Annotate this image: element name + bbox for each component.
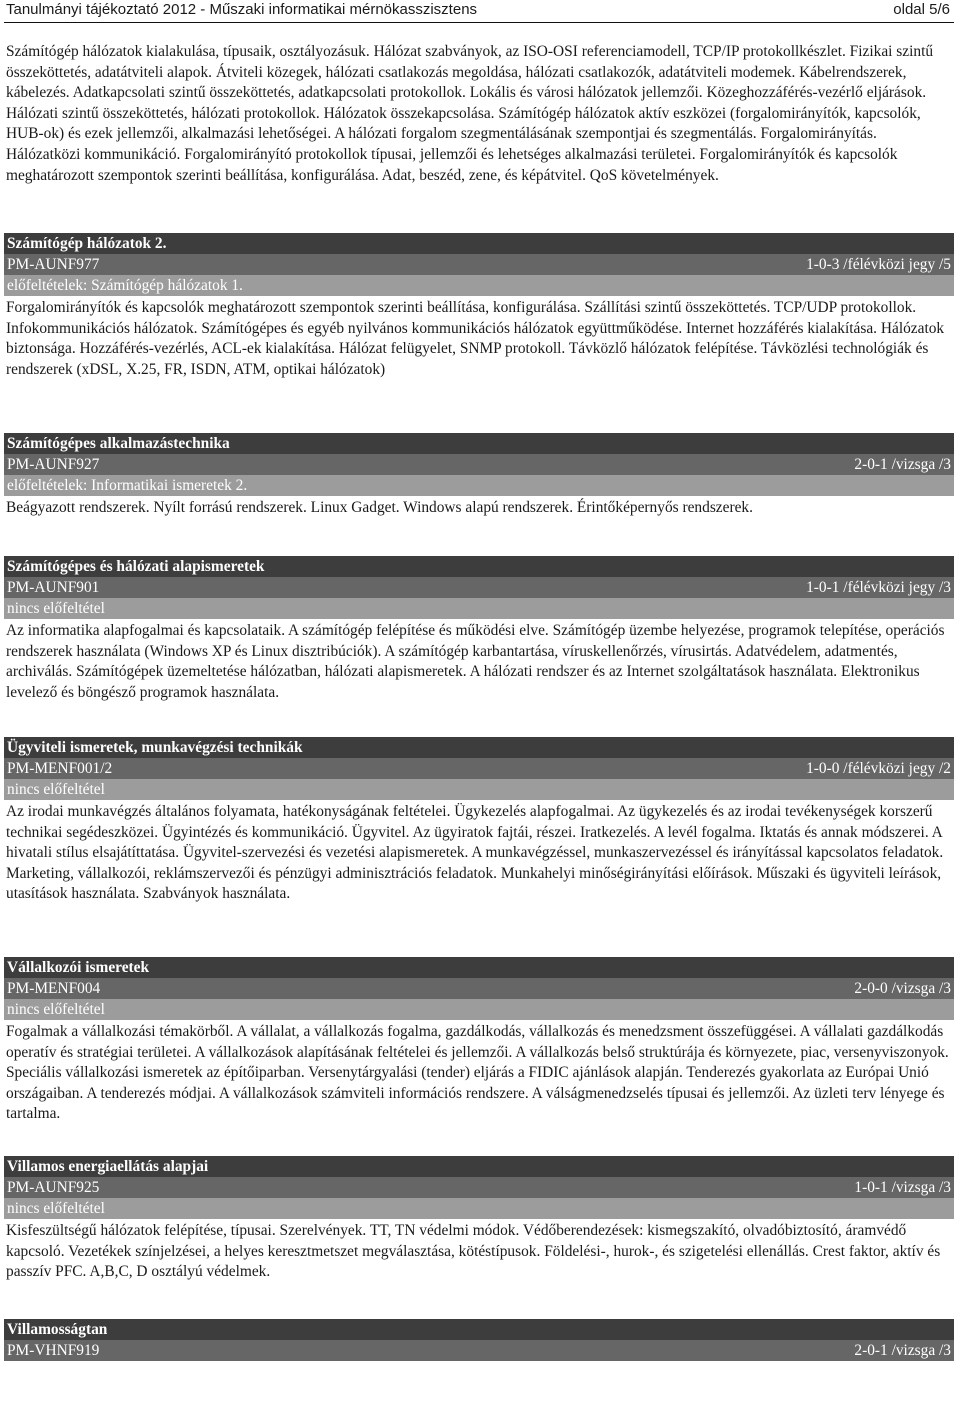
course-description: Az informatika alapfogalmai és kapcsolataik. A számítógép felépítése és működési elve. Számítógép üzembe helyezése, programok telepítése, operációs rendszerek használata (Windows XP és Linux disztribúciók). A számítógép karbantartása, víruskellenőrzés, vírusirtás. Adatvédelem, adatmentés, archiválás. Számítógépek üzemeltetése hálózatban, hálózati alapismeretek. A hálózati rendszer és az Internet szolgáltatások használata. Elektronikus levelező és böngésző programok használata. xyxy=(6,622,945,701)
course-code: PM-MENF004 xyxy=(7,980,101,997)
course-description: Fogalmak a vállalkozási témakörből. A vállalat, a vállalkozás fogalma, gazdálkodás, vállalkozás és menedzsment összefüggései. A vállalati gazdálkodás operatív és stratégiai területei. A vállalkozások alapításának feltételei és jellemzői. A vállalkozás belső struktúrája és környezete, piac, versenyviszonyok. Speciális vállalkozási ismeretek az építőiparban. Versenytárgyalási (tender) eljárás a FIDIC ajánlások alapján. Tenderezés gyakorlata az Európai Unió országaiban. A tenderezés módjai. A vállalkozások számviteli információs rendszere. A válságmenedzselés típusai és jellemzői. Az üzleti terv lényege és tartalma. xyxy=(6,1023,949,1123)
course-code: PM-AUNF901 xyxy=(7,579,100,596)
course-code: PM-AUNF925 xyxy=(7,1179,100,1196)
course-block xyxy=(4,433,954,519)
course-code-row xyxy=(4,1340,954,1361)
course-name: Számítógépes alkalmazástechnika xyxy=(4,433,954,454)
course-block xyxy=(4,957,954,1125)
page-number: oldal 5/6 xyxy=(893,1,950,18)
course-code-row xyxy=(4,454,954,475)
course-prerequisite: előfeltételek: Számítógép hálózatok 1. xyxy=(4,275,954,296)
course-name: Számítógép hálózatok 2. xyxy=(4,233,954,254)
course-credits: 2-0-1 /vizsga /3 xyxy=(854,456,951,473)
course-code: PM-AUNF977 xyxy=(7,256,100,273)
course-description: Az irodai munkavégzés általános folyamata, hatékonyságának feltételei. Ügykezelés alapfogalmai. Az ügykezelés és az irodai tevékenységek korszerű technikai segédeszközei. Ügyintézés és kommunikáció. Ügyvitel. Az ügyiratok fajtái, részei. Iratkezelés. A levél fogalma. Iktatás és annak módszerei. A hivatali stílus elsajátíttatása. Ügyvitel-szervezési és vezetési alapismeretek. A munkavégzéssel, munkaszervezéssel és irányítással kapcsolatos feladatok. Marketing, vállalkozói, reklámszervezői és pénzügyi adminisztrációs feladatok. Munkahelyi minőségirányítási előírások. Műszaki és ügyviteli leírások, utasítások használata. Szabványok használata. xyxy=(6,803,944,903)
course-description: Forgalomirányítók és kapcsolók meghatározott szempontok szerinti beállítása, konfigurálása. Szállítási szintű összeköttetés. TCP/UDP protokollok. Infokommunikációs hálózatok. Számítógépes és egyéb nyilvános kommunikációs hálózatok együttműködése. Internet hozzáférés kialakítása. Hálózatok biztonsága. Hozzáférés-vezérlés, ACL-ek kialakítása. Hálózat felügyelet, SNMP protokoll. Távközlő hálózatok felépítése. Távközlési technológiák és rendszerek (xDSL, X.25, FR, ISDN, ATM, optikai hálózatok) xyxy=(6,299,945,378)
course-description: Kisfeszültségű hálózatok felépítése, típusai. Szerelvények. TT, TN védelmi módok. Védőberendezések: kismegszakító, olvadóbiztosító, áramvédő kapcsoló. Vezetékek színjelzései, a helyes keresztmetszet megválasztása, kötéstípusok. Földelési-, hurok-, és szigetelési ellenállás. Crest faktor, aktív és passzív PFC. A,B,C, D osztályú védelmek. xyxy=(6,1222,941,1281)
course-code-row xyxy=(4,978,954,999)
course-prerequisite: nincs előfeltétel xyxy=(4,1198,954,1219)
course-block xyxy=(4,1156,954,1283)
course-name: Villamos energiaellátás alapjai xyxy=(4,1156,954,1177)
course-block xyxy=(4,233,954,380)
course-credits: 1-0-3 /félévközi jegy /5 xyxy=(806,256,951,273)
intro-paragraph: Számítógép hálózatok kialakulása, típusaik, osztályozásuk. Hálózat szabványok, az ISO-OSI referenciamodell, TCP/IP protokollkészlet. Fizikai szintű összeköttetés, adatátviteli alapok. Átviteli közegek, hálózati csatlakozás megoldása, hálózati csatlakozók, adatátviteli modemek. Kábelrendszerek, kábelezés. Adatkapcsolati szintű összeköttetés, adatkapcsolati protokollok. Lokális és városi hálózatok jellemzői. Közeghozzáférés-vezérlő eljárások. Hálózati szintű összeköttetés, hálózati protokollok. Hálózatok összekapcsolása. Számítógép hálózatok aktív eszközei (forgalomirányítók, kapcsolók, HUB-ok) és ezek jellemzői, alkalmazási lehetőségei. A hálózati forgalom szegmentálásának szempontjai és szegmentálás. Forgalomirányítás. Hálózatközi kommunikáció. Forgalomirányító protokollok típusai, jellemzői és lehetséges alkalmazási területei. Forgalomirányítók és kapcsolók meghatározott szempontok szerinti beállítása, konfigurálása. Adat, beszéd, zene, és képátvitel. QoS követelmények. xyxy=(6,43,934,184)
course-name: Ügyviteli ismeretek, munkavégzési technikák xyxy=(4,737,954,758)
course-name: Vállalkozói ismeretek xyxy=(4,957,954,978)
course-credits: 2-0-0 /vizsga /3 xyxy=(854,980,951,997)
course-name: Számítógépes és hálózati alapismeretek xyxy=(4,556,954,577)
course-block xyxy=(4,1319,954,1361)
page-header xyxy=(4,0,954,23)
course-code-row xyxy=(4,254,954,275)
course-credits: 1-0-1 /félévközi jegy /3 xyxy=(806,579,951,596)
course-prerequisite: nincs előfeltétel xyxy=(4,999,954,1020)
course-prerequisite: nincs előfeltétel xyxy=(4,779,954,800)
course-code-row xyxy=(4,758,954,779)
course-code: PM-VHNF919 xyxy=(7,1342,100,1359)
course-code-row xyxy=(4,1177,954,1198)
document-title: Tanulmányi tájékoztató 2012 - Műszaki informatikai mérnökasszisztens xyxy=(6,1,478,18)
course-code: PM-MENF001/2 xyxy=(7,760,113,777)
course-prerequisite: nincs előfeltétel xyxy=(4,598,954,619)
course-prerequisite: előfeltételek: Informatikai ismeretek 2. xyxy=(4,475,954,496)
course-credits: 1-0-0 /félévközi jegy /2 xyxy=(806,760,951,777)
course-block xyxy=(4,556,954,703)
course-credits: 1-0-1 /vizsga /3 xyxy=(854,1179,951,1196)
course-code: PM-AUNF927 xyxy=(7,456,100,473)
course-name: Villamosságtan xyxy=(4,1319,954,1340)
course-credits: 2-0-1 /vizsga /3 xyxy=(854,1342,951,1359)
course-code-row xyxy=(4,577,954,598)
course-block xyxy=(4,737,954,905)
course-description: Beágyazott rendszerek. Nyílt forrású rendszerek. Linux Gadget. Windows alapú rendszerek. Érintőképernyős rendszerek. xyxy=(6,499,753,516)
